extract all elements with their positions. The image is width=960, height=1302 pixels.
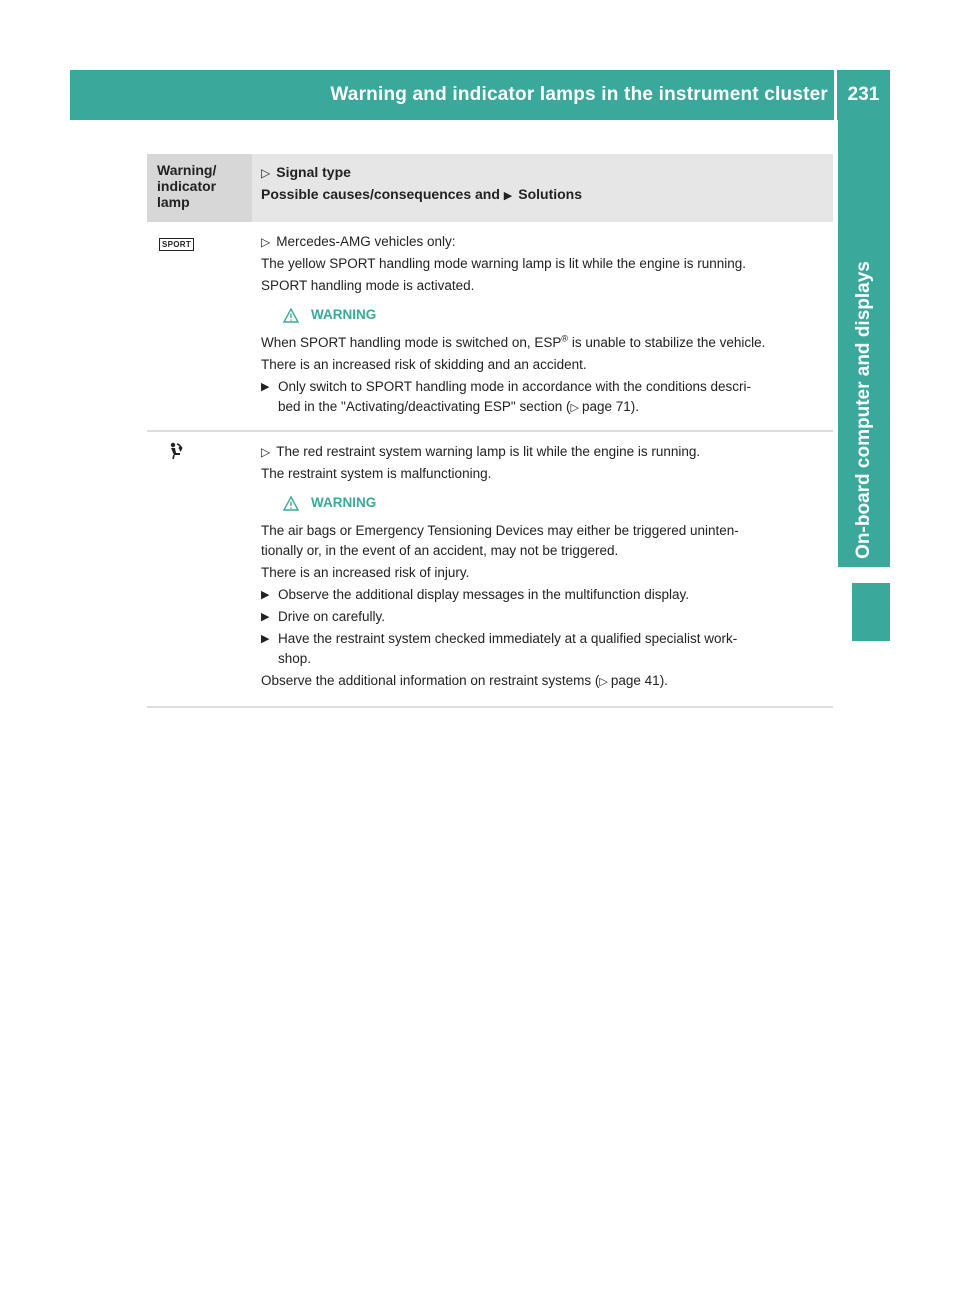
signal-type-icon: ▷ [261, 166, 271, 180]
warning-triangle-icon [283, 308, 299, 323]
table-row [147, 222, 833, 432]
warning-heading [283, 305, 833, 325]
page-ref-icon: ▷ [599, 676, 608, 688]
cause-text: SPORT handling mode is activated. [261, 278, 475, 293]
page-ref-icon: ▷ [570, 402, 579, 414]
signal-type-icon: ▷ [261, 235, 271, 249]
action-arrow-icon: ▶ [503, 190, 513, 202]
col-lamp-header: Warning/ indicator lamp [147, 154, 252, 222]
warning-text: The air bags or Emergency Tensioning Devices may either be triggered uninten- [261, 523, 739, 538]
cause-text: The yellow SPORT handling mode warning lamp is lit while the engine is running. [261, 256, 747, 271]
risk-text: There is an increased risk of injury. [261, 565, 470, 580]
action-arrow-icon: ▶ [261, 589, 270, 601]
solutions-label: Solutions [518, 186, 583, 202]
action-arrow-icon: ▶ [261, 633, 270, 645]
signal-cell [252, 222, 833, 430]
signal-type-text: ▷ The red restraint system warning lamp is lit while the engine is running. [261, 444, 701, 459]
action-arrow-icon: ▶ [261, 381, 270, 393]
warning-text: When SPORT handling mode is switched on, ESP® is unable to stabilize the vehicle. [261, 333, 766, 350]
col-signal-header [252, 154, 833, 222]
action-item: ▶ Observe the additional display messages in the multifunction display. [261, 585, 833, 605]
page-header [70, 70, 890, 120]
signal-type-label: Signal type [276, 164, 351, 180]
restraint-system-icon [168, 442, 184, 460]
note-text: Observe the additional information on restraint systems (▷ page 41). [261, 673, 668, 688]
signal-cell [252, 432, 833, 706]
page-reference-link[interactable]: page 71 [581, 399, 631, 414]
warning-heading [283, 493, 833, 513]
action-item: ▶ Have the restraint system checked immediately at a qualified specialist work- shop. [261, 629, 833, 669]
action-item: ▶ Only switch to SPORT handling mode in accordance with the conditions descri- bed in the "Activating/deactivating ESP" section (▷ page 71). [261, 377, 833, 418]
warning-lamp-table [147, 154, 833, 708]
warning-triangle-icon [283, 496, 299, 511]
signal-type-icon: ▷ [261, 445, 271, 459]
warning-label: WARNING [311, 495, 377, 510]
signal-type-text: ▷ Mercedes-AMG vehicles only: [261, 234, 456, 249]
page-reference-link[interactable]: page 41 [610, 673, 660, 688]
header-title: Warning and indicator lamps in the instrument cluster [330, 84, 828, 105]
risk-text: There is an increased risk of skidding and an accident. [261, 357, 587, 372]
section-marker [852, 583, 890, 641]
action-item: ▶ Drive on carefully. [261, 607, 833, 627]
section-tab-label: On-board computer and displays [853, 261, 874, 559]
causes-label: Possible causes/consequences and [261, 186, 500, 202]
lamp-cell [147, 432, 252, 706]
cause-text: The restraint system is malfunctioning. [261, 466, 492, 481]
lamp-cell [147, 222, 252, 430]
table-row [147, 432, 833, 708]
registered-mark: ® [561, 333, 569, 344]
sport-mode-icon: SPORT [159, 238, 194, 251]
warning-label: WARNING [311, 307, 377, 322]
page-number: 231 [847, 84, 880, 105]
action-arrow-icon: ▶ [261, 611, 270, 623]
table-header [147, 154, 833, 222]
warning-text: tionally or, in the event of an accident, may not be triggered. [261, 543, 619, 558]
